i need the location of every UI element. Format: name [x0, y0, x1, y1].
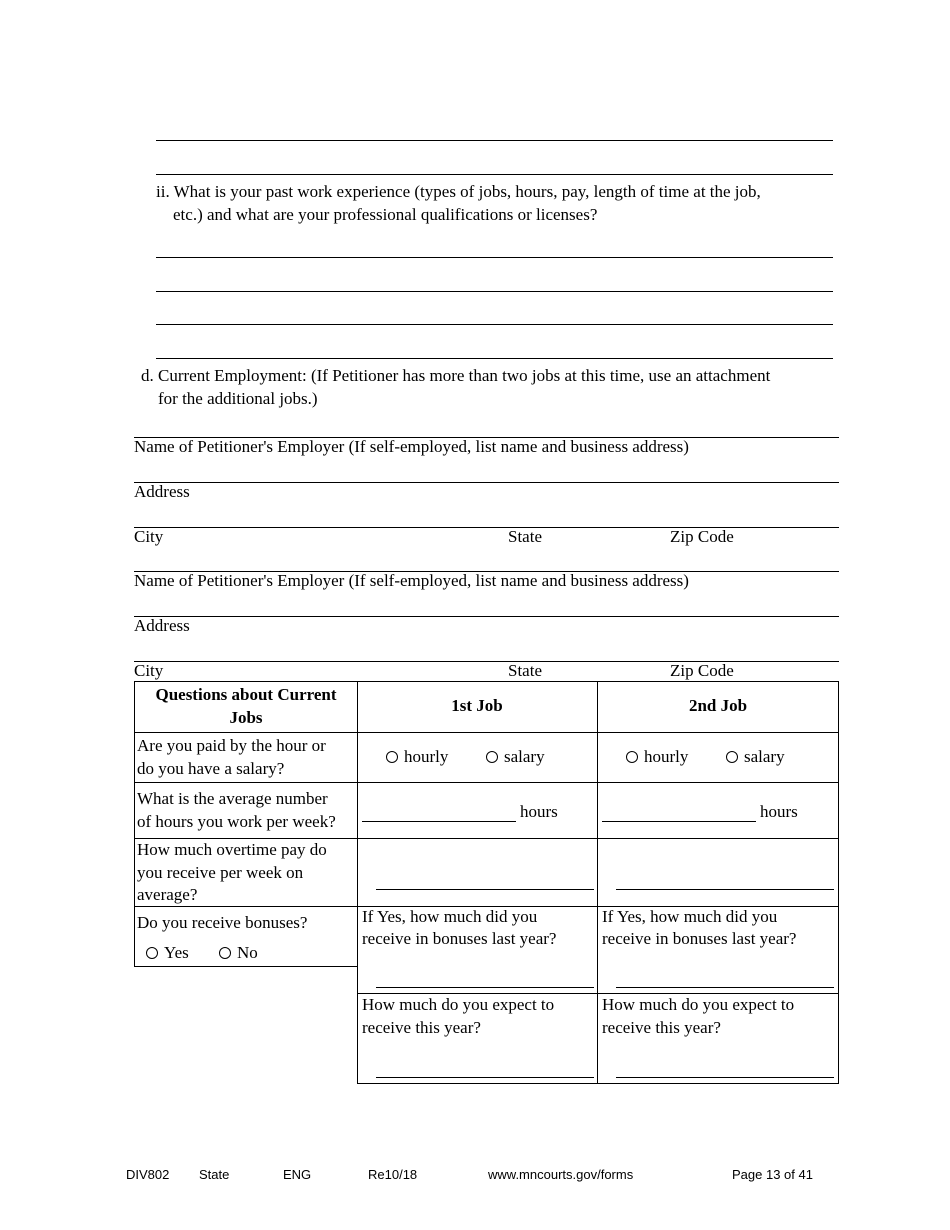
employer1-city-label: City — [134, 527, 164, 546]
answer-line[interactable] — [156, 324, 833, 325]
row-divider — [357, 782, 839, 783]
q-hours-line2: of hours you work per week? — [137, 812, 336, 831]
radio-icon[interactable] — [626, 751, 638, 763]
job2-bonus-last-line2: receive in bonuses last year? — [602, 929, 797, 948]
job1-salary-option[interactable] — [486, 745, 545, 768]
job2-bonus-expect-line2: receive this year? — [602, 1018, 721, 1037]
row-divider — [134, 732, 358, 733]
q-paid-line2: do you have a salary? — [137, 759, 285, 778]
employer1-state-label: State — [508, 527, 542, 546]
radio-icon[interactable] — [486, 751, 498, 763]
job1-bonus-last-field[interactable] — [376, 987, 594, 988]
q-overtime-line1: How much overtime pay do — [137, 840, 327, 859]
footer-jurisdiction: State — [199, 1167, 230, 1182]
job2-salary-option[interactable] — [726, 745, 785, 768]
answer-line[interactable] — [156, 140, 833, 141]
job1-hourly-option[interactable] — [386, 745, 448, 768]
job2-hourly-option[interactable] — [626, 745, 688, 768]
job2-hours-unit: hours — [760, 802, 798, 821]
employer1-zip-label: Zip Code — [670, 527, 734, 546]
radio-icon[interactable] — [726, 751, 738, 763]
footer-page-number: Page 13 of 41 — [732, 1167, 813, 1182]
footer-language: ENG — [283, 1167, 312, 1182]
job1-bonus-expect-field[interactable] — [376, 1077, 594, 1078]
employer2-state-label: State — [508, 661, 542, 680]
answer-line[interactable] — [156, 174, 833, 175]
q-overtime-line2: you receive per week on — [137, 863, 304, 882]
job1-hours-unit: hours — [520, 802, 558, 821]
row-divider — [357, 732, 839, 733]
row-divider — [357, 838, 839, 839]
answer-line[interactable] — [156, 257, 833, 258]
job2-bonus-last-line1: If Yes, how much did you — [602, 907, 778, 926]
job1-bonus-last-line1: If Yes, how much did you — [362, 907, 538, 926]
row-divider — [134, 906, 358, 907]
radio-icon[interactable] — [219, 947, 231, 959]
footer-url[interactable]: www.mncourts.gov/forms — [488, 1167, 634, 1182]
employer2-name-label: Name of Petitioner's Employer (If self-employed, list name and business address) — [134, 571, 689, 590]
job2-bonus-last-field[interactable] — [616, 987, 834, 988]
employer2-address-label: Address — [134, 616, 190, 635]
job1-overtime-field[interactable] — [376, 889, 594, 890]
employer2-address-field[interactable] — [134, 616, 839, 617]
header-questions-line1: Questions about Current — [155, 685, 337, 704]
job2-bonus-expect-line1: How much do you expect to — [602, 995, 795, 1014]
job2-hours-field[interactable] — [602, 821, 756, 822]
job1-hours-field[interactable] — [362, 821, 516, 822]
employer1-address-field[interactable] — [134, 482, 839, 483]
job1-bonus-expect-line1: How much do you expect to — [362, 995, 555, 1014]
question-ii-line1: ii. What is your past work experience (types of jobs, hours, pay, length of time at the job, — [156, 182, 761, 201]
yes-label: Yes — [164, 943, 189, 962]
answer-line[interactable] — [156, 358, 833, 359]
job2-overtime-field[interactable] — [616, 889, 834, 890]
employer2-zip-label: Zip Code — [670, 661, 734, 680]
footer-form-id: DIV802 — [126, 1167, 170, 1182]
job1-bonus-expect-line2: receive this year? — [362, 1018, 481, 1037]
header-job2: 2nd Job — [688, 696, 748, 715]
radio-icon[interactable] — [386, 751, 398, 763]
job2-bonus-expect-field[interactable] — [616, 1077, 834, 1078]
answer-line[interactable] — [156, 291, 833, 292]
section-d-line1: d. Current Employment: (If Petitioner has more than two jobs at this time, use an attachment — [141, 366, 771, 385]
employer1-name-label: Name of Petitioner's Employer (If self-employed, list name and business address) — [134, 437, 689, 456]
employer2-city-label: City — [134, 661, 164, 680]
no-label: No — [237, 943, 258, 962]
section-d-line2: for the additional jobs.) — [158, 389, 318, 408]
employer1-address-label: Address — [134, 482, 190, 501]
q-paid-line1: Are you paid by the hour or — [137, 736, 326, 755]
q-hours-line1: What is the average number — [137, 789, 328, 808]
job1-bonus-last-line2: receive in bonuses last year? — [362, 929, 557, 948]
row-divider — [134, 782, 358, 783]
salary-label: salary — [744, 747, 785, 766]
hourly-label: hourly — [644, 747, 689, 766]
q-overtime-line3: average? — [137, 885, 198, 904]
radio-icon[interactable] — [146, 947, 158, 959]
q-bonus: Do you receive bonuses? — [137, 913, 308, 932]
column-divider — [597, 681, 598, 1084]
salary-label: salary — [504, 747, 545, 766]
footer-revision: Re10/18 — [368, 1167, 418, 1182]
header-job1: 1st Job — [451, 696, 503, 715]
question-ii-line2: etc.) and what are your professional qualifications or licenses? — [173, 205, 598, 224]
header-questions-line2: Jobs — [229, 708, 263, 727]
bonus-yes-option[interactable] — [146, 941, 189, 964]
bonus-no-option[interactable] — [219, 941, 258, 964]
hourly-label: hourly — [404, 747, 449, 766]
